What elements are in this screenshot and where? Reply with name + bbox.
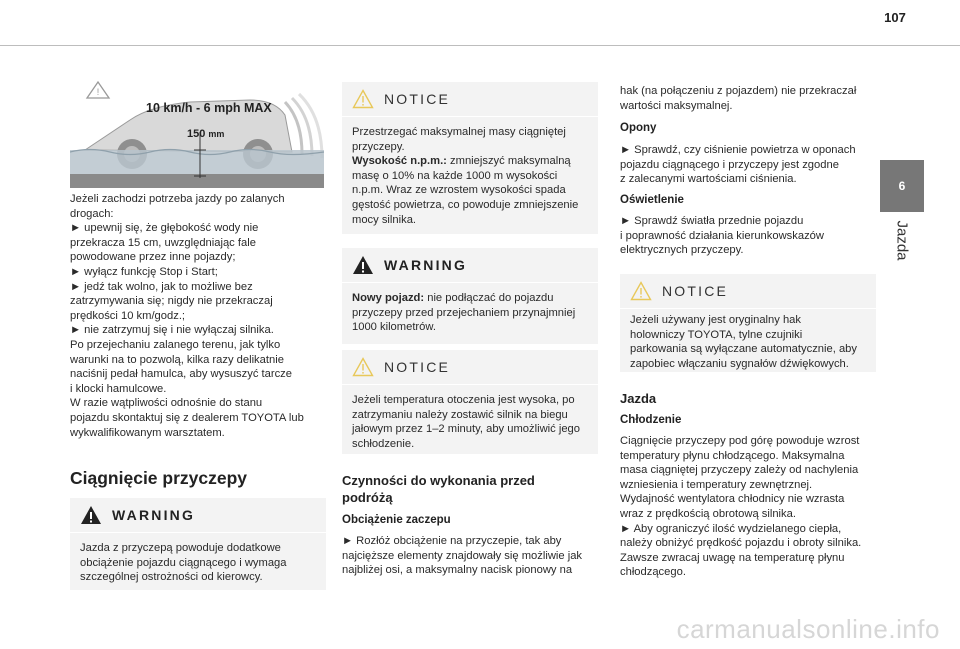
text-line: najbliżej osi, a maksymalny nacisk pionowy na xyxy=(342,564,573,577)
warning-box-new-vehicle xyxy=(342,248,598,344)
text-line: i klocki hamulcowe. xyxy=(70,382,167,395)
notice-label: NOTICE xyxy=(384,91,451,107)
notice-icon xyxy=(352,357,374,377)
hitch-load-text xyxy=(342,534,600,578)
text-line: szczególnej ostrożności od kierowcy. xyxy=(80,571,263,584)
text-line: ► wyłącz funkcję Stop i Start; xyxy=(70,265,218,278)
chapter-tab[interactable]: 6 xyxy=(880,160,924,212)
heading-line: podróżą xyxy=(342,490,393,505)
cooling-text xyxy=(620,434,880,580)
text-line: Jeżeli temperatura otoczenia jest wysoka, po xyxy=(352,394,575,406)
chapter-title-text: Jazda xyxy=(893,219,911,261)
notice-header xyxy=(620,274,876,308)
notice-text xyxy=(620,308,876,381)
text-line: ► jedź tak wolno, jak to możliwe bez xyxy=(70,280,253,293)
speed-limit-text: 10 km/h - 6 mph MAX xyxy=(146,101,272,115)
text-line: masa ciągniętej przyczepy zależy od nachylenia xyxy=(620,464,859,477)
text-line: elektrycznych przyczepy. xyxy=(620,244,744,257)
text-line: temperatury płynu chłodzącego. Maksymalna xyxy=(620,449,845,462)
notice-label: NOTICE xyxy=(384,359,451,375)
text-line xyxy=(352,291,588,306)
subheading-cooling: Chłodzenie xyxy=(620,414,682,426)
text-line: schłodzenie. xyxy=(352,437,415,450)
text-line: jałowym przez 1–2 minuty, aby umożliwić jego xyxy=(352,423,580,436)
text-line: wzniesienia i temperatury zewnętrznej. xyxy=(620,478,813,491)
warning-text xyxy=(70,532,326,595)
text-line: warunki na to pozwolą, kilka razy delikatnie xyxy=(70,353,284,366)
text-line: Jeżeli używany jest oryginalny hak xyxy=(630,314,802,326)
text-line: gęstość powietrza, co powoduje zmniejszenie xyxy=(352,198,579,211)
text-line: 1000 kilometrów. xyxy=(352,321,436,334)
text-line: zapobiec włączaniu sygnałów dźwiękowych. xyxy=(630,357,849,370)
text-line: zatrzymaniu należy zostawić silnik na biegu xyxy=(352,408,568,421)
notice-text xyxy=(342,116,598,237)
notice-header xyxy=(342,350,598,384)
text-fragment: zmniejszyć maksymalną xyxy=(446,155,571,168)
text-line: n.p.m. Wraz ze wzrostem wysokości spada xyxy=(352,184,566,197)
text-line xyxy=(352,154,588,169)
notice-box-temperature xyxy=(342,350,598,454)
heading-line: Czynności do wykonania przed xyxy=(342,473,535,488)
warning-label: WARNING xyxy=(112,507,196,523)
subheading-hitch-load: Obciążenie zaczepu xyxy=(342,514,451,526)
text-line: z zalecanymi wartościami ciśnienia. xyxy=(620,173,797,186)
text-line: ► Sprawdź, czy ciśnienie powietrza w oponach xyxy=(620,144,856,156)
subheading-tyres: Opony xyxy=(620,122,657,134)
section-heading-before-trip xyxy=(342,472,600,506)
header-divider xyxy=(0,45,960,46)
depth-value: 150 xyxy=(187,128,206,140)
hitch-continued-text xyxy=(620,84,878,113)
text-line: wartości maksymalnej. xyxy=(620,99,733,112)
svg-text:!: ! xyxy=(96,87,100,97)
text-line: najcięższe elementy znajdowały się możliwie jak xyxy=(342,549,583,562)
text-line: hak (na połączeniu z pojazdem) nie przekraczał xyxy=(620,85,857,97)
notice-icon xyxy=(352,89,374,109)
text-line: przyczepy przed przejechaniem przynajmniej xyxy=(352,306,576,319)
warning-icon xyxy=(80,505,102,525)
altitude-label: Wysokość n.p.m.: xyxy=(352,155,447,168)
warning-header xyxy=(342,248,598,282)
text-line: naciśnij pedał hamulca, aby wysuszyć tarcze xyxy=(70,368,292,381)
depth-unit: mm xyxy=(208,129,225,139)
text-line: i poprawność działania kierunkowskazów xyxy=(620,229,824,242)
text-line: Po przejechaniu zalanego terenu, jak tylko xyxy=(70,338,281,351)
new-vehicle-label: Nowy pojazd: xyxy=(352,292,425,304)
text-line: ► Rozłóż obciążenie na przyczepie, tak aby xyxy=(342,535,562,547)
text-line: Ciągnięcie przyczepy pod górę powoduje wzrost xyxy=(620,435,860,447)
text-line: ► upewnij się, że głębokość wody nie xyxy=(70,222,259,235)
notice-box-sensors xyxy=(620,274,876,372)
text-line: obciążenie pojazdu ciągnącego i wymaga xyxy=(80,556,287,569)
subheading-lights: Oświetlenie xyxy=(620,194,684,206)
text-line: parkowania są wyłączane automatycznie, aby xyxy=(630,343,857,356)
text-line: chłodzącego. xyxy=(620,566,686,579)
text-line: przekracza 15 cm, uwzględniając fale xyxy=(70,236,256,249)
depth-label xyxy=(187,128,224,140)
notice-icon xyxy=(630,281,652,301)
text-fragment: nie podłączać do pojazdu xyxy=(424,292,554,304)
lights-text xyxy=(620,214,878,258)
warning-header xyxy=(70,498,326,532)
text-line: należy obniżyć prędkość pojazdu i obroty silnika. xyxy=(620,537,862,550)
notice-text xyxy=(342,384,598,461)
text-line: drogach: xyxy=(70,207,114,220)
text-line: ► Aby ograniczyć ilość wydzielanego ciepła, xyxy=(620,522,842,535)
page-number: 107 xyxy=(884,10,906,25)
text-line: wykwalifikowanym warsztatem. xyxy=(70,426,225,439)
text-line: W razie wątpliwości odnośnie do stanu xyxy=(70,397,263,410)
text-line: holowniczy TOYOTA, tylne czujniki xyxy=(630,328,803,341)
text-line: Jazda z przyczepą powoduje dodatkowe xyxy=(80,542,281,554)
notice-label: NOTICE xyxy=(662,283,729,299)
tyres-text xyxy=(620,143,878,187)
text-line: pojazdu skontaktuj się z dealerem TOYOTA lub xyxy=(70,411,304,424)
notice-box-mass xyxy=(342,82,598,234)
notice-header xyxy=(342,82,598,116)
watermark: carmanualsonline.info xyxy=(676,614,940,644)
text-line: wraz z prędkością obrotową silnika. xyxy=(620,507,796,520)
section-heading-towing: Ciągnięcie przyczepy xyxy=(70,468,248,488)
text-line: zatrzymywania się; nigdy nie przekraczaj xyxy=(70,295,273,308)
warning-label: WARNING xyxy=(384,257,468,273)
text-line: masę o 10% na każde 1000 m wysokości xyxy=(352,169,558,182)
flood-instructions xyxy=(70,192,328,440)
warning-text xyxy=(342,282,598,345)
text-line: mocy silnika. xyxy=(352,213,417,226)
text-line: ► nie zatrzymuj się i nie wyłączaj silnika. xyxy=(70,324,274,337)
section-heading-driving: Jazda xyxy=(620,391,657,406)
text-line: prędkości 10 km/godz.; xyxy=(70,309,186,322)
text-line: Jeżeli zachodzi potrzeba jazdy po zalanych xyxy=(70,193,285,205)
text-line: pojazdu ciągnącego i przyczepy jest zgodne xyxy=(620,158,839,171)
text-line: przyczepy. xyxy=(352,140,405,153)
text-line: Wydajność wentylatora chłodnicy nie wzrasta xyxy=(620,493,845,506)
chapter-title xyxy=(886,210,918,270)
warning-icon xyxy=(352,255,374,275)
text-line: Przestrzegać maksymalnej masy ciągniętej xyxy=(352,126,566,138)
text-line: Zawsze zwracaj uwagę na temperaturę płynu xyxy=(620,551,845,564)
text-line: powodowane przez inne pojazdy; xyxy=(70,251,236,264)
warning-box-towing xyxy=(70,498,326,590)
text-line: ► Sprawdź światła przednie pojazdu xyxy=(620,215,804,227)
